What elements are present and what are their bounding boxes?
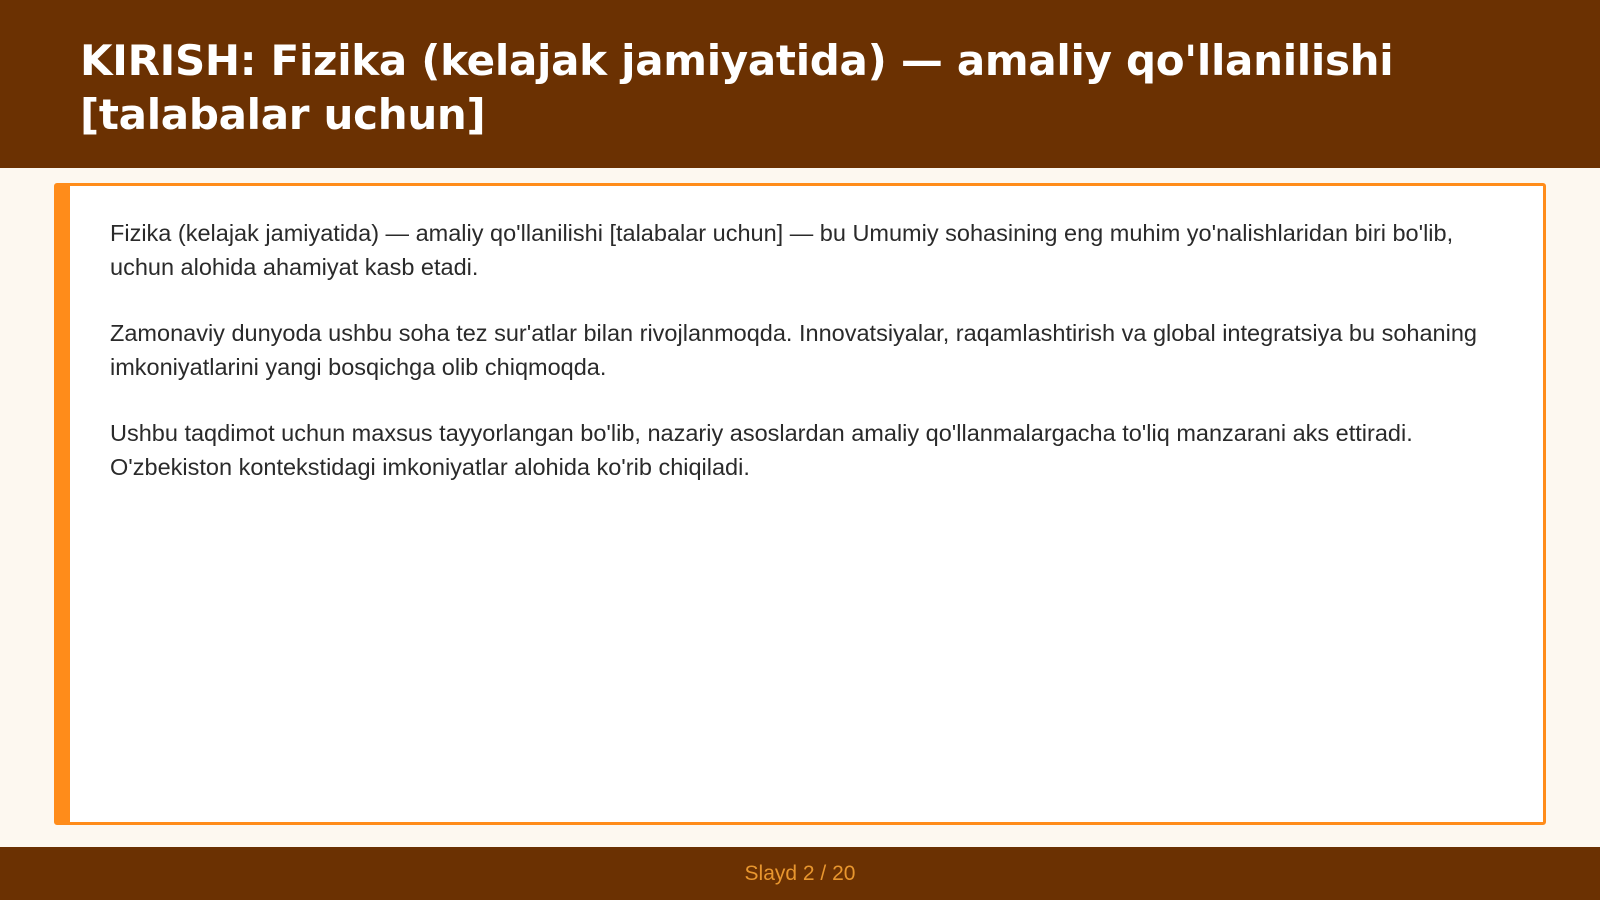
slide-footer [0, 847, 1600, 900]
slide-header [0, 0, 1600, 168]
content-card [54, 183, 1546, 825]
development-paragraph: Zamonaviy dunyoda ushbu soha tez sur'atlar bilan rivojlanmoqda. Innovatsiyalar, raqamlashtirish va global integratsiya bu sohaning imkoniyatlarini yangi bosqichga olib chiqmoqda. [110, 320, 1477, 380]
intro-paragraph: Fizika (kelajak jamiyatida) — amaliy qo'llanilishi [talabalar uchun] — bu Umumiy sohasining eng muhim yo'nalishlaridan biri bo'lib, uchun alohida ahamiyat kasb etadi. [110, 220, 1454, 280]
slide-title: KIRISH: Fizika (kelajak jamiyatida) — amaliy qo'llanilishi [talabalar uchun] [80, 36, 1394, 139]
slide-counter: Slayd 2 / 20 [744, 861, 856, 885]
presentation-paragraph: Ushbu taqdimot uchun maxsus tayyorlangan bo'lib, nazariy asoslardan amaliy qo'llanmalargacha to'liq manzarani aks ettiradi. O'zbekiston kontekstidagi imkoniyatlar alohida ko'rib chiqiladi. [110, 420, 1413, 480]
